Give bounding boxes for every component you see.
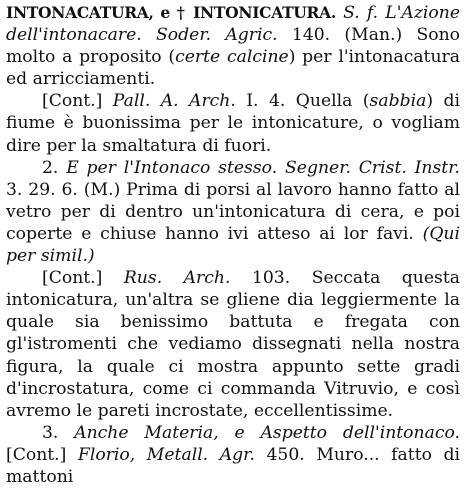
source-ref: Segner. Crist. Instr. [285,157,460,178]
sense-number: 3. [42,422,59,443]
source-ref: Rus. Arch. [123,268,231,289]
source-number: 140. [291,25,331,46]
sense-number: 2. [42,157,59,178]
source-number: I. 4. [246,91,286,112]
entry-paragraph-3 [6,157,460,267]
definition: E per l'Intonaco stesso. [66,157,278,178]
definition: Anche Materia, e Aspetto dell'intonaco. [74,422,460,443]
source-tag: (Man.) [344,25,403,46]
source-number: 3. 29. 6. [6,179,78,200]
source-ref: Soder. Agric. [156,25,278,46]
citation-text: Seccata questa intonicatura, un'altra se gliene dia leggiermente la quale sia benissimo battuta e fregata con gl'istromenti che vediamo dissegnati nella nostra figura, la quale ci mostra appunto sette gradi d'incrostatura, come ci commanda Vitruvio, e così avremo le pareti incrostate, eccellentissime. [6,268,461,421]
entry-paragraph-4 [6,267,460,422]
usage-note: (Qui per simil.) [6,223,460,267]
entry-paragraph-2 [6,90,460,156]
source-ref: Pall. A. Arch. [112,91,236,112]
source-number: 103. [251,268,291,289]
source-number: 450. [266,444,305,465]
definition: L'Azione dell'intonacare. [6,3,460,46]
entry-paragraph-5 [6,422,460,488]
source-tag: (M.) [83,179,121,200]
cont-marker: [Cont.] [42,91,103,112]
citation-text: Sono molto a proposito (certe calcine) per l'intonacatura ed arricciamenti. [6,25,461,90]
citation-text: Muro... fatto di mattoni [6,444,461,487]
citation-text: Prima di porsi al lavoro hanno fatto al vetro per di dentro un'intonicatura di cera, e poi coperte e chiuse hanno ivi atteso ai lor favi. [6,179,460,244]
cont-marker: [Cont.] [42,268,103,289]
headword: INTONACATURA, e † INTONICATURA. [6,3,336,22]
source-ref: Florio, Metall. Agr. [77,444,255,465]
dictionary-page [6,2,460,488]
entry-paragraph-1 [6,2,460,90]
cont-marker: [Cont.] [6,444,67,465]
citation-text: Quella (sabbia) di fiume è buonissima per le intonicature, o vogliam dire per la smaltatura di fuori. [6,91,460,156]
part-of-speech: S. f. [343,3,379,23]
